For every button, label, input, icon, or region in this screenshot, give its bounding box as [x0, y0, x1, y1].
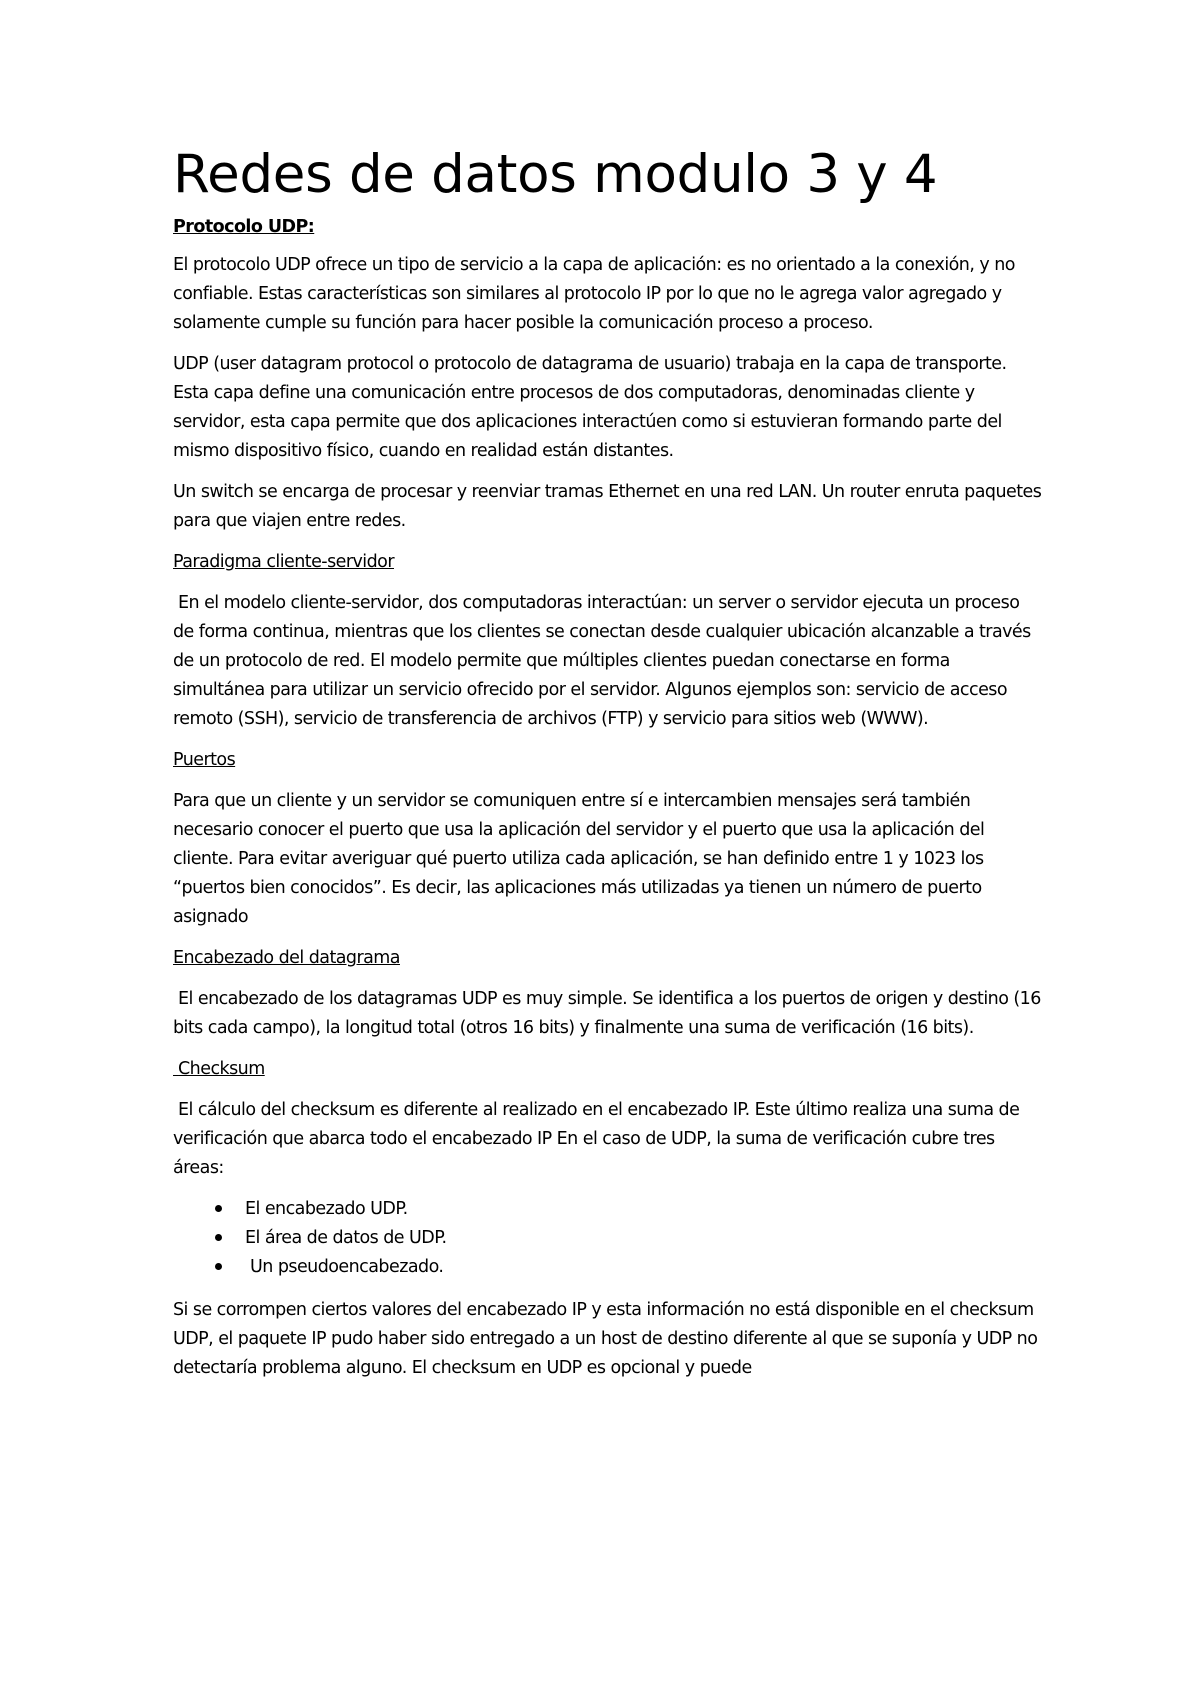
- document-title: Redes de datos modulo 3 y 4: [173, 144, 938, 205]
- bullet-icon: [215, 1205, 222, 1212]
- list-item: [215, 1195, 1043, 1224]
- bullet-icon: [215, 1263, 222, 1270]
- list-item-text: Un pseudoencabezado.: [245, 1257, 444, 1277]
- document-page: [173, 140, 1046, 1395]
- paradigma-paragraph: En el modelo cliente-servidor, dos computadoras interactúan: un server o servidor ejecuta un proceso de forma continua, mientras que los clientes se conectan desde cualquier ubicación alcanzable a través de un protocolo de red. El modelo permite que múltiples clientes puedan conectarse en forma simultánea para utilizar un servicio ofrecido por el servidor. Algunos ejemplos son: servicio de acceso remoto (SSH), servicio de transferencia de archivos (FTP) y servicio para sitios web (WWW).: [173, 593, 1036, 729]
- paradigma-heading: Paradigma cliente-servidor: [173, 552, 394, 572]
- list-item: [215, 1224, 1043, 1253]
- checksum-paragraph-2: Si se corrompen ciertos valores del encabezado IP y esta información no está disponible en el checksum UDP, el paquete IP pudo haber sido entregado a un host de destino diferente al que se suponía y UDP no detectaría problema alguno. El checksum en UDP es opcional y puede: [173, 1300, 1038, 1378]
- udp-paragraph-2: UDP (user datagram protocol o protocolo de datagrama de usuario) trabaja en la capa de transporte. Esta capa define una comunicación entre procesos de dos computadoras, denominadas cliente y servidor, esta capa permite que dos aplicaciones interactúen como si estuvieran formando parte del mismo dispositivo físico, cuando en realidad están distantes.: [173, 354, 1007, 461]
- puertos-heading: Puertos: [173, 750, 236, 770]
- udp-heading: Protocolo UDP:: [173, 217, 315, 237]
- encabezado-heading: Encabezado del datagrama: [173, 948, 400, 968]
- list-item-text: El área de datos de UDP.: [245, 1228, 447, 1248]
- checksum-bullet-list: [173, 1195, 1043, 1282]
- udp-paragraph-3: Un switch se encarga de procesar y reenviar tramas Ethernet en una red LAN. Un router enruta paquetes para que viajen entre redes.: [173, 482, 1042, 531]
- checksum-paragraph: El cálculo del checksum es diferente al realizado en el encabezado IP. Este último realiza una suma de verificación que abarca todo el encabezado IP En el caso de UDP, la suma de verificación cubre tres áreas:: [173, 1100, 1025, 1178]
- bullet-icon: [215, 1234, 222, 1241]
- encabezado-paragraph: El encabezado de los datagramas UDP es muy simple. Se identifica a los puertos de origen y destino (16 bits cada campo), la longitud total (otros 16 bits) y finalmente una suma de verificación (16 bits).: [173, 989, 1046, 1038]
- udp-paragraph-1: El protocolo UDP ofrece un tipo de servicio a la capa de aplicación: es no orientado a la conexión, y no confiable. Estas características son similares al protocolo IP por lo que no le agrega valor agregado y solamente cumple su función para hacer posible la comunicación proceso a proceso.: [173, 255, 1015, 333]
- list-item: [215, 1253, 1043, 1282]
- puertos-paragraph: Para que un cliente y un servidor se comuniquen entre sí e intercambien mensajes será también necesario conocer el puerto que usa la aplicación del servidor y el puerto que usa la aplicación del cliente. Para evitar averiguar qué puerto utiliza cada aplicación, se han definido entre 1 y 1023 los “puertos bien conocidos”. Es decir, las aplicaciones más utilizadas ya tienen un número de puerto asignado: [173, 791, 985, 927]
- checksum-heading: Checksum: [173, 1059, 265, 1079]
- list-item-text: El encabezado UDP.: [245, 1199, 408, 1219]
